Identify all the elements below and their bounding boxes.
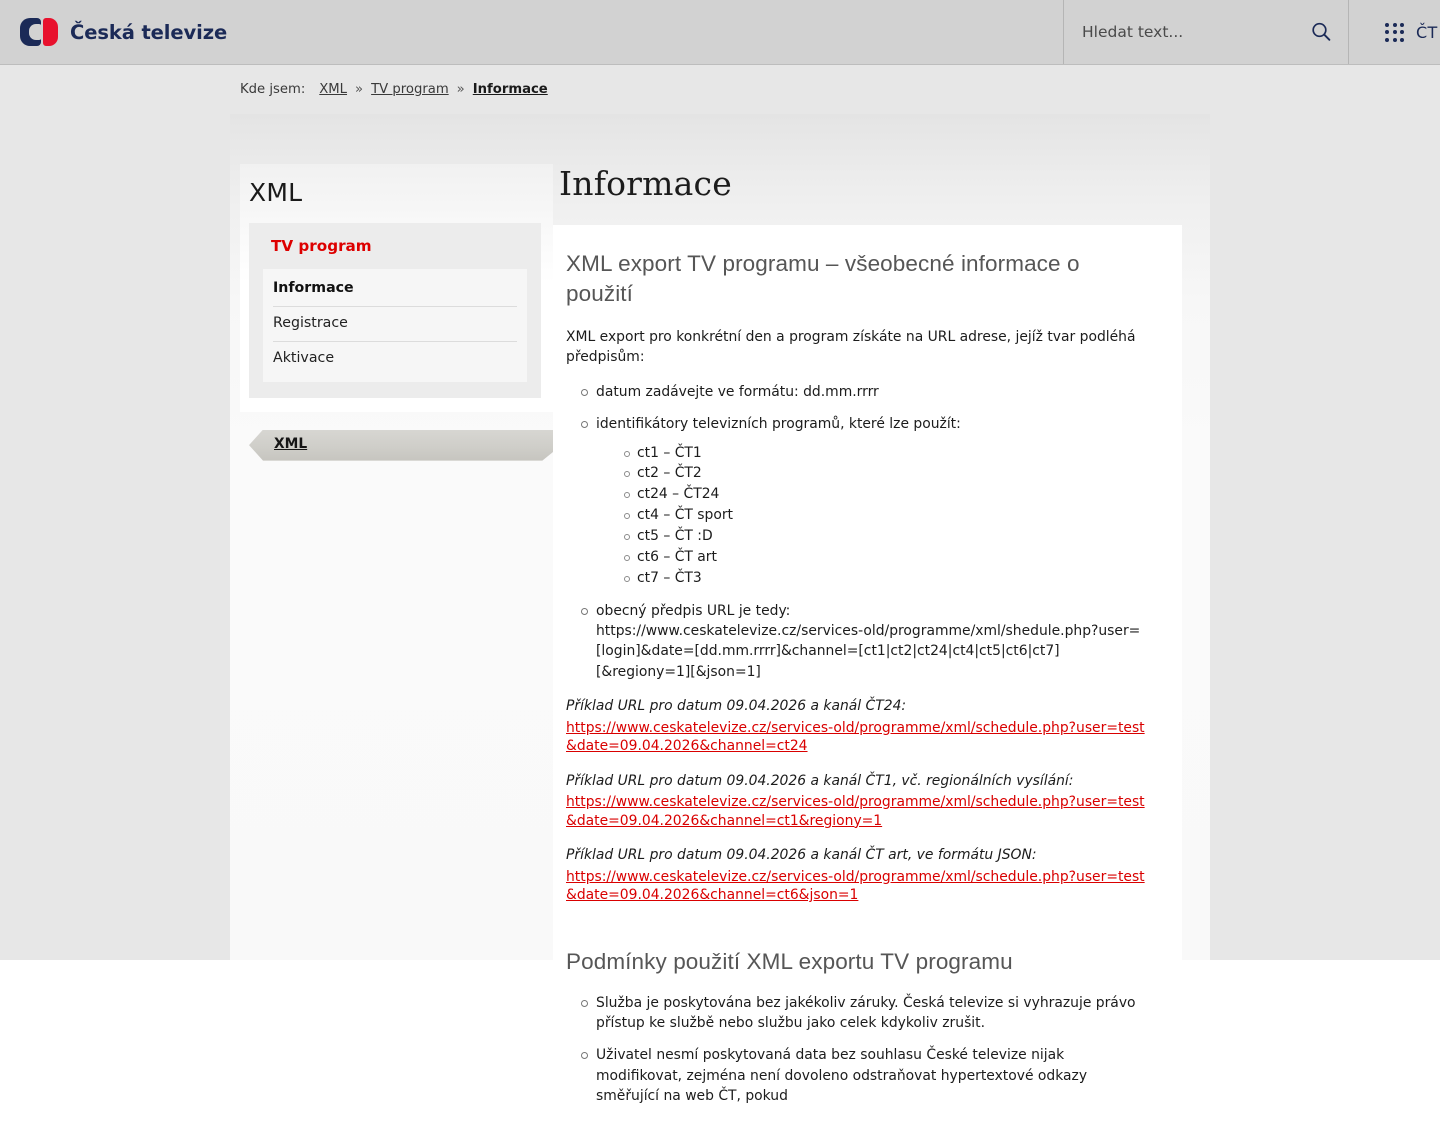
brand-block[interactable] [0,0,1063,64]
sidebar-title: XML [249,178,303,207]
breadcrumb [0,65,1440,114]
sidebar-nav-block [249,223,541,398]
article-heading-general: XML export TV programu – všeobecné informace o použití [566,251,1080,306]
breadcrumb-item-xml[interactable]: XML [319,82,348,97]
search-box[interactable] [1063,0,1348,64]
example-caption-ct-art-json: Příklad URL pro datum 09.04.2026 a kanál ČT art, ve formátu JSON: [566,847,1037,864]
sidebar-card [240,164,553,412]
list-item-date-format [581,382,1146,402]
spec-list [566,382,1146,683]
example-link-ct1-regiony[interactable]: https://www.ceskatelevize.cz/services-old/programme/xml/schedule.php?user=test&date=09.04.2026&channel=ct1&regiony=1 [566,794,1145,829]
page-body [0,114,1440,1105]
site-header [0,0,1440,65]
brand-name: Česká televize [70,20,228,44]
breadcrumb-separator: » [456,82,465,97]
main-content [553,114,1440,1141]
date-format-text: datum zadávejte ve formátu: dd.mm.rrrr [596,383,879,400]
url-pattern-intro: obecný předpis URL je tedy: [596,602,791,619]
list-item-channel: ct5 – ČT :D [624,526,1146,547]
list-item-channel: ct1 – ČT1 [624,443,1146,464]
list-item-channel: ct6 – ČT art [624,547,1146,568]
article-heading-conditions: Podmínky použití XML exportu TV programu [566,948,1013,974]
sidebar-section-tab[interactable] [249,430,553,461]
sidebar [240,114,553,461]
sidebar-item-registrace[interactable]: Registrace [273,307,517,342]
list-item-condition: Uživatel nesmí poskytovaná data bez souhlasu České televize nijak modifikovat, zejména není dovoleno odstraňovat hypertextové odkazy směřující na web ČT, pokud [581,1045,1146,1106]
channel-list [596,443,1146,589]
list-item-channel: ct24 – ČT24 [624,484,1146,505]
ct-logo-icon [20,18,58,46]
channel-ids-text: identifikátory televizních programů, které lze použít: [596,416,961,433]
list-item-channel: ct2 – ČT2 [624,463,1146,484]
sidebar-item-informace[interactable]: Informace [273,272,517,307]
sidebar-nav-list [263,269,527,382]
list-item-url-pattern [581,601,1146,683]
list-item-channel-ids [581,414,1146,588]
article-intro: XML export pro konkrétní den a program získáte na URL adrese, jejíž tvar podléhá předpisům: [566,328,1136,366]
list-item-channel: ct7 – ČT3 [624,568,1146,589]
breadcrumb-item-tv-program[interactable]: TV program [371,82,449,97]
example-caption-ct24: Příklad URL pro datum 09.04.2026 a kanál ČT24: [566,698,907,715]
article [553,225,1182,1141]
sidebar-tab-label-xml[interactable]: XML [274,435,308,452]
url-pattern-text: https://www.ceskatelevize.cz/services-old/programme/xml/shedule.php?user=[login]&date=[dd.mm.rrrr]&channel=[ct1|ct2|ct24|ct4|ct5|ct6|ct7][&regiony=1][&json=1] [596,623,1141,680]
apps-grid-icon[interactable] [1385,23,1404,42]
example-link-ct24[interactable]: https://www.ceskatelevize.cz/services-old/programme/xml/schedule.php?user=test&date=09.04.2026&channel=ct24 [566,719,1145,755]
list-item-condition: Služba je poskytována bez jakékoliv záruky. Česká televize si vyhrazuje právo přístup ke službě nebo službu jako celek kdykoliv zrušit. [581,993,1146,1034]
breadcrumb-item-informace: Informace [472,82,548,97]
example-link-ct-art-json[interactable]: https://www.ceskatelevize.cz/services-old/programme/xml/schedule.php?user=test&date=09.04.2026&channel=ct6&json=1 [566,868,1145,904]
search-icon[interactable] [1308,19,1334,45]
apps-menu[interactable] [1348,0,1440,64]
example-caption-ct1-regiony: Příklad URL pro datum 09.04.2026 a kanál ČT1, vč. regionálních vysílání: [566,772,1074,789]
page-title: Informace [559,164,732,203]
apps-menu-label: ČT [1416,22,1438,42]
conditions-list [566,993,1146,1107]
search-input[interactable] [1082,17,1302,47]
sidebar-item-aktivace[interactable]: Aktivace [273,349,335,366]
sidebar-nav-heading: TV program [271,237,372,255]
list-item-channel: ct4 – ČT sport [624,505,1146,526]
breadcrumb-label: Kde jsem: [240,82,306,97]
breadcrumb-separator: » [355,82,364,97]
